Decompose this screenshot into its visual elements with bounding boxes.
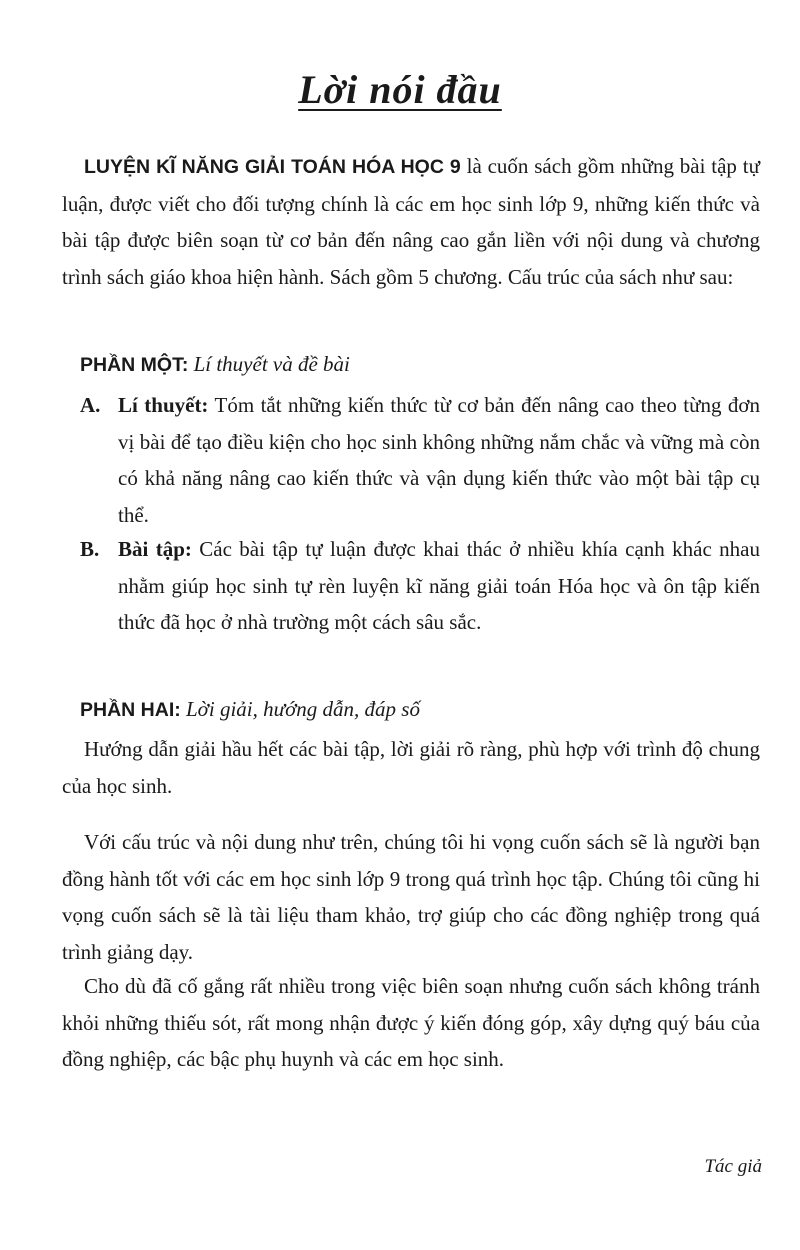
- part-two-subtitle: Lời giải, hướng dẫn, đáp số: [186, 697, 420, 721]
- part-one-item-b: [80, 531, 760, 641]
- item-text: Các bài tập tự luận được khai thác ở nhiều khía cạnh khác nhau nhằm giúp học sinh tự rèn luyện kĩ năng giải toán Hóa học và ôn tập kiến thức đã học ở nhà trường một cách sâu sắc.: [118, 537, 760, 634]
- item-term: Bài tập:: [118, 537, 192, 561]
- page-title: Lời nói đầu: [298, 67, 502, 112]
- part-two-label: PHẦN HAI:: [80, 699, 181, 721]
- author-signature: Tác giả: [704, 1156, 762, 1177]
- intro-paragraph: [62, 148, 760, 295]
- book-title-lead: LUYỆN KĨ NĂNG GIẢI TOÁN HÓA HỌC 9: [84, 156, 461, 178]
- closing-paragraph-1: Với cấu trúc và nội dung như trên, chúng tôi hi vọng cuốn sách sẽ là người bạn đồng hành tốt với các em học sinh lớp 9 trong quá trình học tập. Chúng tôi cũng hi vọng cuốn sách sẽ là tài liệu tham khảo, trợ giúp cho các đồng nghiệp trong quá trình giảng dạy.: [62, 830, 760, 964]
- item-marker: B.: [80, 537, 100, 561]
- part-one-item-a: [80, 387, 760, 533]
- closing-paragraph-2: Cho dù đã cố gắng rất nhiều trong việc biên soạn nhưng cuốn sách không tránh khỏi những thiếu sót, rất mong nhận được ý kiến đóng góp, xây dựng quý báu của đồng nghiệp, các bậc phụ huynh và các em học sinh.: [62, 974, 760, 1071]
- part-one-label: PHẦN MỘT:: [80, 354, 189, 376]
- intro-text: là cuốn sách gồm những bài tập tự luận, được viết cho đối tượng chính là các em học sinh lớp 9, những kiến thức và bài tập được biên soạn từ cơ bản đến nâng cao gắn liền với nội dung và chương trình sách giáo khoa hiện hành. Sách gồm 5 chương. Cấu trúc của sách như sau:: [62, 154, 760, 289]
- item-text: Tóm tắt những kiến thức từ cơ bản đến nâng cao theo từng đơn vị bài để tạo điều kiện cho học sinh không những nắm chắc và vững mà còn có khả năng nâng cao kiến thức và vận dụng kiến thức vào một bài tập cụ thể.: [118, 393, 761, 527]
- item-term: Lí thuyết:: [118, 393, 209, 417]
- part-one-subtitle: Lí thuyết và đề bài: [193, 352, 350, 376]
- item-marker: A.: [80, 393, 101, 417]
- part-two-heading: [80, 697, 420, 722]
- part-two-text: Hướng dẫn giải hầu hết các bài tập, lời giải rõ ràng, phù hợp với trình độ chung của học sinh.: [62, 737, 760, 798]
- part-one-heading: [80, 352, 350, 377]
